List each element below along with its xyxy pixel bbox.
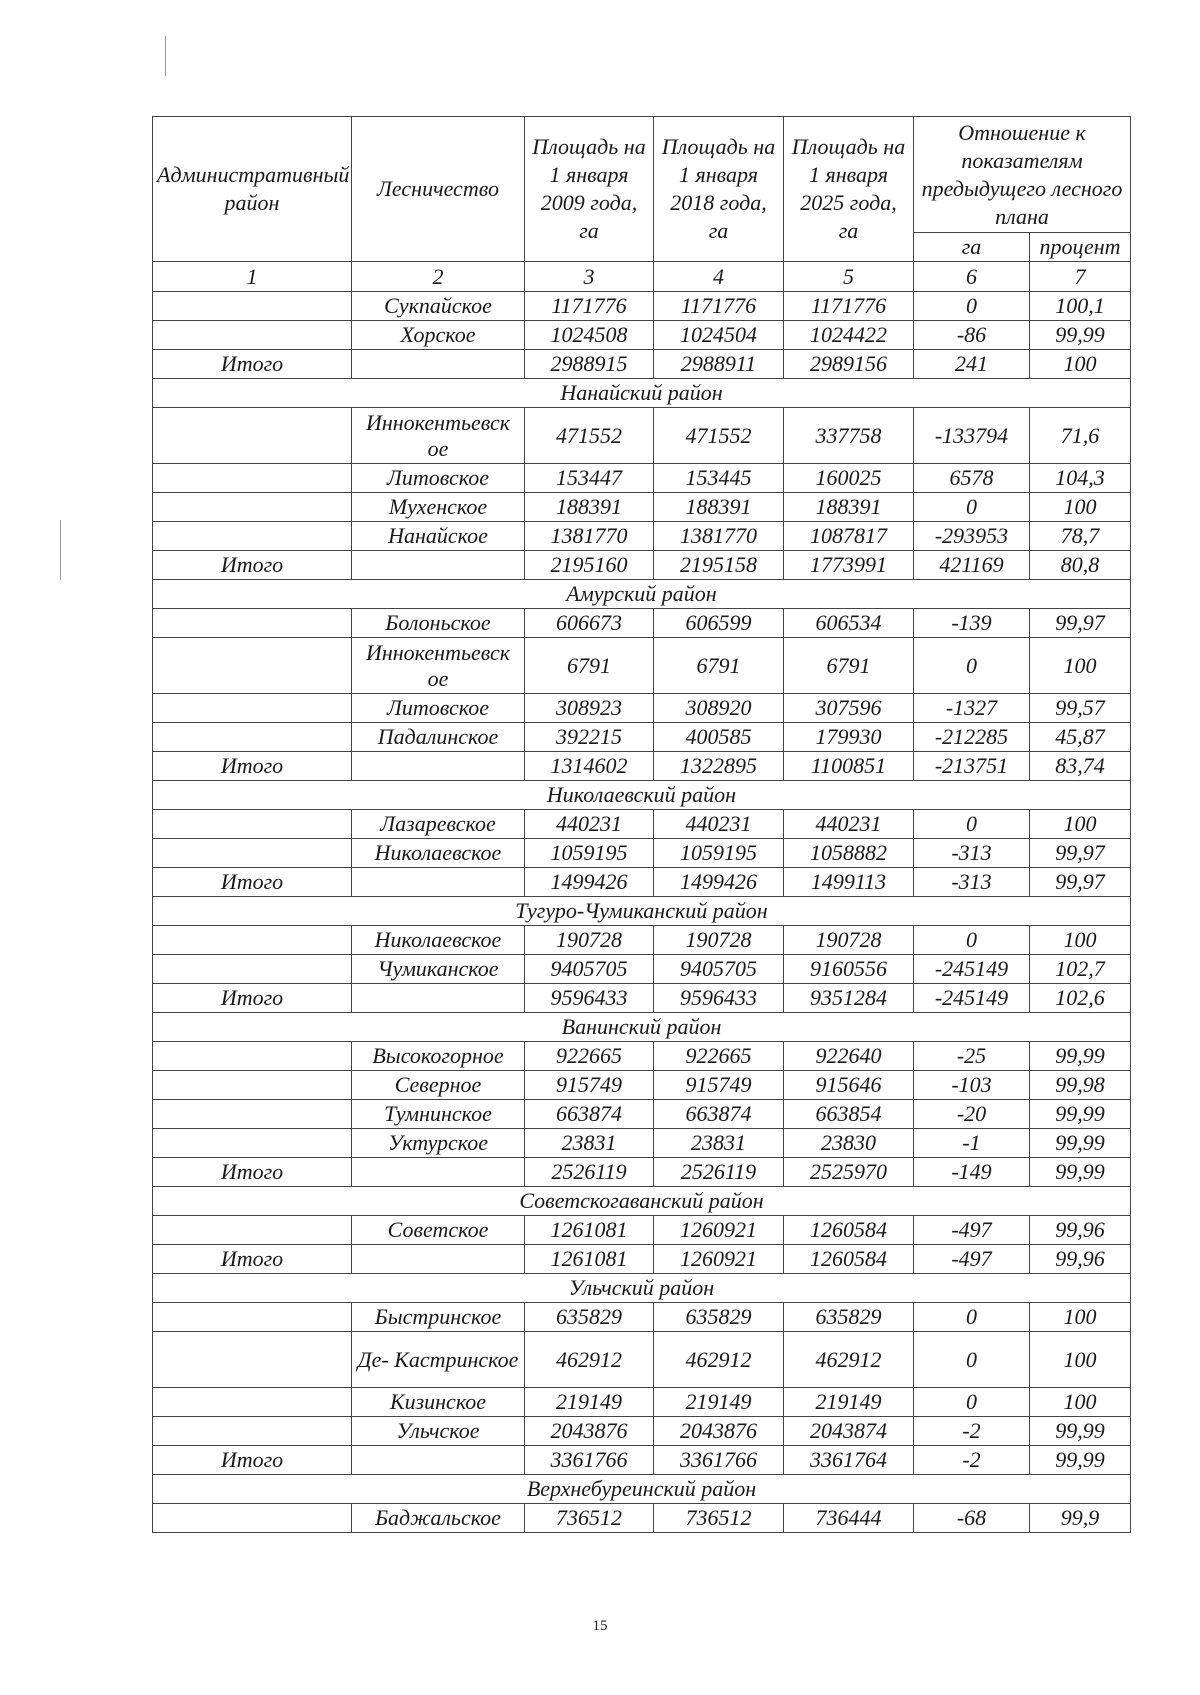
table-row [153, 1071, 1131, 1100]
admin-district-cell: Итого [153, 350, 352, 379]
admin-district-cell: Итого [153, 1158, 352, 1187]
admin-district-cell [153, 1303, 352, 1332]
area-2025-cell: 219149 [784, 1388, 914, 1417]
admin-district-cell [153, 609, 352, 638]
area-2018-cell: 188391 [654, 493, 784, 522]
total-row [153, 350, 1131, 379]
percent-cell: 99,97 [1030, 839, 1131, 868]
delta-ha-cell: -103 [914, 1071, 1030, 1100]
total-row [153, 984, 1131, 1013]
percent-cell: 83,74 [1030, 752, 1131, 781]
area-2018-cell: 663874 [654, 1100, 784, 1129]
forestry-cell [352, 984, 525, 1013]
admin-district-cell [153, 839, 352, 868]
area-2025-cell: 462912 [784, 1332, 914, 1388]
percent-cell: 99,99 [1030, 1417, 1131, 1446]
area-2018-cell: 440231 [654, 810, 784, 839]
area-2009-cell: 308923 [525, 694, 654, 723]
delta-ha-cell: -2 [914, 1446, 1030, 1475]
percent-cell: 99,98 [1030, 1071, 1131, 1100]
header-area-2025: Площадь на 1 января 2025 года, га [784, 117, 914, 262]
forestry-cell: Литовское [352, 464, 525, 493]
region-header-row [153, 1187, 1131, 1216]
area-2009-cell: 1261081 [525, 1245, 654, 1274]
admin-district-cell [153, 926, 352, 955]
area-2018-cell: 1381770 [654, 522, 784, 551]
total-row [153, 551, 1131, 580]
region-header-row [153, 1274, 1131, 1303]
table-header-row [153, 117, 1131, 233]
forestry-cell: Баджальское [352, 1504, 525, 1533]
area-2025-cell: 2043874 [784, 1417, 914, 1446]
area-2009-cell: 440231 [525, 810, 654, 839]
table-row [153, 694, 1131, 723]
forestry-cell [352, 1446, 525, 1475]
percent-cell: 100 [1030, 926, 1131, 955]
header-area-2009: Площадь на 1 января 2009 года, га [525, 117, 654, 262]
area-2009-cell: 1024508 [525, 321, 654, 350]
area-2009-cell: 635829 [525, 1303, 654, 1332]
table-row [153, 1129, 1131, 1158]
total-row [153, 1245, 1131, 1274]
table-row [153, 1417, 1131, 1446]
admin-district-cell [153, 723, 352, 752]
area-2025-cell: 179930 [784, 723, 914, 752]
column-number: 7 [1030, 262, 1131, 292]
region-title: Амурский район [153, 580, 1131, 609]
delta-ha-cell: -1 [914, 1129, 1030, 1158]
area-2025-cell: 23830 [784, 1129, 914, 1158]
area-2009-cell: 1381770 [525, 522, 654, 551]
delta-ha-cell: -497 [914, 1216, 1030, 1245]
area-2018-cell: 915749 [654, 1071, 784, 1100]
area-2025-cell: 1100851 [784, 752, 914, 781]
delta-ha-cell: 0 [914, 292, 1030, 321]
area-2018-cell: 3361766 [654, 1446, 784, 1475]
delta-ha-cell: -149 [914, 1158, 1030, 1187]
area-2018-cell: 2043876 [654, 1417, 784, 1446]
delta-ha-cell: 0 [914, 1388, 1030, 1417]
admin-district-cell [153, 1504, 352, 1533]
delta-ha-cell: 0 [914, 810, 1030, 839]
forest-area-table [152, 116, 1131, 1533]
forestry-cell: Советское [352, 1216, 525, 1245]
area-2025-cell: 160025 [784, 464, 914, 493]
percent-cell: 99,99 [1030, 1158, 1131, 1187]
forestry-cell: Лазаревское [352, 810, 525, 839]
delta-ha-cell: -245149 [914, 955, 1030, 984]
column-number: 3 [525, 262, 654, 292]
area-2025-cell: 3361764 [784, 1446, 914, 1475]
area-2025-cell: 2525970 [784, 1158, 914, 1187]
area-2009-cell: 922665 [525, 1042, 654, 1071]
area-2025-cell: 922640 [784, 1042, 914, 1071]
column-number: 2 [352, 262, 525, 292]
column-number: 1 [153, 262, 352, 292]
total-row [153, 868, 1131, 897]
region-title: Советскогаванский район [153, 1187, 1131, 1216]
percent-cell: 99,9 [1030, 1504, 1131, 1533]
header-admin-district: Административный район [153, 117, 352, 262]
table-row [153, 723, 1131, 752]
area-2009-cell: 9405705 [525, 955, 654, 984]
area-2018-cell: 1024504 [654, 321, 784, 350]
area-2025-cell: 6791 [784, 638, 914, 694]
percent-cell: 100 [1030, 1303, 1131, 1332]
percent-cell: 99,99 [1030, 1100, 1131, 1129]
percent-cell: 100,1 [1030, 292, 1131, 321]
header-forestry: Лесничество [352, 117, 525, 262]
percent-cell: 99,99 [1030, 1446, 1131, 1475]
admin-district-cell [153, 1388, 352, 1417]
forestry-cell: Литовское [352, 694, 525, 723]
admin-district-cell [153, 638, 352, 694]
area-2018-cell: 1059195 [654, 839, 784, 868]
area-2018-cell: 23831 [654, 1129, 784, 1158]
percent-cell: 99,99 [1030, 1129, 1131, 1158]
table-row [153, 1504, 1131, 1533]
table-row [153, 926, 1131, 955]
area-2018-cell: 1260921 [654, 1216, 784, 1245]
scan-mark [165, 36, 166, 76]
delta-ha-cell: -313 [914, 839, 1030, 868]
column-number: 4 [654, 262, 784, 292]
admin-district-cell: Итого [153, 1446, 352, 1475]
total-row [153, 752, 1131, 781]
region-title: Верхнебуреинский район [153, 1475, 1131, 1504]
percent-cell: 99,96 [1030, 1245, 1131, 1274]
forestry-cell: Хорское [352, 321, 525, 350]
area-2025-cell: 190728 [784, 926, 914, 955]
region-header-row [153, 580, 1131, 609]
region-header-row [153, 1013, 1131, 1042]
forestry-cell: Ульчское [352, 1417, 525, 1446]
header-relation: Отношение к показателям предыдущего лесного плана [914, 117, 1131, 233]
percent-cell: 100 [1030, 493, 1131, 522]
area-2009-cell: 190728 [525, 926, 654, 955]
total-row [153, 1446, 1131, 1475]
forestry-cell: Высокогорное [352, 1042, 525, 1071]
delta-ha-cell: -25 [914, 1042, 1030, 1071]
forestry-cell: Быстринское [352, 1303, 525, 1332]
region-title: Тугуро-Чумиканский район [153, 897, 1131, 926]
forestry-cell: Мухенское [352, 493, 525, 522]
forestry-cell: Иннокентьевск ое [352, 638, 525, 694]
delta-ha-cell: 0 [914, 926, 1030, 955]
admin-district-cell [153, 1100, 352, 1129]
area-2018-cell: 190728 [654, 926, 784, 955]
admin-district-cell: Итого [153, 1245, 352, 1274]
forestry-cell: Нанайское [352, 522, 525, 551]
admin-district-cell [153, 1071, 352, 1100]
area-2018-cell: 1260921 [654, 1245, 784, 1274]
table-row [153, 810, 1131, 839]
admin-district-cell [153, 292, 352, 321]
table-row [153, 609, 1131, 638]
admin-district-cell [153, 408, 352, 464]
area-2025-cell: 1773991 [784, 551, 914, 580]
delta-ha-cell: -68 [914, 1504, 1030, 1533]
area-2009-cell: 9596433 [525, 984, 654, 1013]
area-2025-cell: 307596 [784, 694, 914, 723]
admin-district-cell: Итого [153, 752, 352, 781]
column-number: 5 [784, 262, 914, 292]
region-title: Николаевский район [153, 781, 1131, 810]
page-number: 15 [592, 1618, 608, 1634]
area-2025-cell: 1171776 [784, 292, 914, 321]
area-2018-cell: 1322895 [654, 752, 784, 781]
area-2025-cell: 663854 [784, 1100, 914, 1129]
area-2018-cell: 6791 [654, 638, 784, 694]
percent-cell: 100 [1030, 638, 1131, 694]
table-row [153, 1332, 1131, 1388]
area-2025-cell: 736444 [784, 1504, 914, 1533]
area-2018-cell: 606599 [654, 609, 784, 638]
header-percent: процент [1030, 233, 1131, 262]
forestry-cell: Северное [352, 1071, 525, 1100]
region-title: Нанайский район [153, 379, 1131, 408]
delta-ha-cell: -86 [914, 321, 1030, 350]
region-title: Ульчский район [153, 1274, 1131, 1303]
area-2018-cell: 9596433 [654, 984, 784, 1013]
admin-district-cell: Итого [153, 868, 352, 897]
percent-cell: 99,57 [1030, 694, 1131, 723]
region-header-row [153, 781, 1131, 810]
table-body [153, 292, 1131, 1533]
admin-district-cell [153, 1216, 352, 1245]
percent-cell: 100 [1030, 1332, 1131, 1388]
area-2018-cell: 308920 [654, 694, 784, 723]
area-2009-cell: 23831 [525, 1129, 654, 1158]
delta-ha-cell: 6578 [914, 464, 1030, 493]
area-2025-cell: 2989156 [784, 350, 914, 379]
table-row [153, 408, 1131, 464]
admin-district-cell [153, 1129, 352, 1158]
forestry-cell: Чумиканское [352, 955, 525, 984]
table-row [153, 1388, 1131, 1417]
forestry-cell [352, 551, 525, 580]
table-row [153, 321, 1131, 350]
percent-cell: 100 [1030, 350, 1131, 379]
region-title: Ванинский район [153, 1013, 1131, 1042]
delta-ha-cell: -133794 [914, 408, 1030, 464]
table-row [153, 1042, 1131, 1071]
admin-district-cell [153, 1332, 352, 1388]
area-2018-cell: 2195158 [654, 551, 784, 580]
delta-ha-cell: -497 [914, 1245, 1030, 1274]
area-2025-cell: 188391 [784, 493, 914, 522]
forestry-cell: Де- Кастринское [352, 1332, 525, 1388]
percent-cell: 100 [1030, 810, 1131, 839]
admin-district-cell [153, 464, 352, 493]
table-row [153, 955, 1131, 984]
admin-district-cell [153, 1417, 352, 1446]
area-2009-cell: 6791 [525, 638, 654, 694]
area-2025-cell: 1260584 [784, 1216, 914, 1245]
header-area-2018: Площадь на 1 января 2018 года, га [654, 117, 784, 262]
delta-ha-cell: -245149 [914, 984, 1030, 1013]
scan-mark [60, 520, 61, 580]
admin-district-cell: Итого [153, 984, 352, 1013]
delta-ha-cell: 0 [914, 493, 1030, 522]
delta-ha-cell: -293953 [914, 522, 1030, 551]
table-row [153, 1303, 1131, 1332]
area-2009-cell: 3361766 [525, 1446, 654, 1475]
area-2009-cell: 153447 [525, 464, 654, 493]
percent-cell: 71,6 [1030, 408, 1131, 464]
delta-ha-cell: 241 [914, 350, 1030, 379]
percent-cell: 45,87 [1030, 723, 1131, 752]
percent-cell: 102,7 [1030, 955, 1131, 984]
percent-cell: 100 [1030, 1388, 1131, 1417]
area-2025-cell: 915646 [784, 1071, 914, 1100]
area-2009-cell: 915749 [525, 1071, 654, 1100]
area-2009-cell: 736512 [525, 1504, 654, 1533]
area-2009-cell: 1314602 [525, 752, 654, 781]
area-2018-cell: 922665 [654, 1042, 784, 1071]
total-row [153, 1158, 1131, 1187]
area-2025-cell: 1024422 [784, 321, 914, 350]
area-2018-cell: 9405705 [654, 955, 784, 984]
column-number: 6 [914, 262, 1030, 292]
admin-district-cell [153, 1042, 352, 1071]
area-2025-cell: 440231 [784, 810, 914, 839]
area-2009-cell: 606673 [525, 609, 654, 638]
percent-cell: 99,99 [1030, 321, 1131, 350]
table-row [153, 839, 1131, 868]
delta-ha-cell: -1327 [914, 694, 1030, 723]
area-2009-cell: 2195160 [525, 551, 654, 580]
percent-cell: 80,8 [1030, 551, 1131, 580]
forestry-cell [352, 868, 525, 897]
percent-cell: 104,3 [1030, 464, 1131, 493]
area-2018-cell: 635829 [654, 1303, 784, 1332]
area-2018-cell: 1499426 [654, 868, 784, 897]
table-row [153, 292, 1131, 321]
area-2025-cell: 9351284 [784, 984, 914, 1013]
table-row [153, 638, 1131, 694]
admin-district-cell [153, 321, 352, 350]
forestry-cell: Тумнинское [352, 1100, 525, 1129]
area-2009-cell: 219149 [525, 1388, 654, 1417]
area-2025-cell: 1260584 [784, 1245, 914, 1274]
delta-ha-cell: 421169 [914, 551, 1030, 580]
percent-cell: 102,6 [1030, 984, 1131, 1013]
area-2025-cell: 1499113 [784, 868, 914, 897]
area-2009-cell: 663874 [525, 1100, 654, 1129]
area-2018-cell: 2526119 [654, 1158, 784, 1187]
forestry-cell: Николаевское [352, 839, 525, 868]
area-2018-cell: 471552 [654, 408, 784, 464]
area-2009-cell: 2988915 [525, 350, 654, 379]
table-row [153, 1216, 1131, 1245]
percent-cell: 99,96 [1030, 1216, 1131, 1245]
percent-cell: 99,97 [1030, 868, 1131, 897]
area-2018-cell: 153445 [654, 464, 784, 493]
area-2018-cell: 1171776 [654, 292, 784, 321]
area-2009-cell: 1171776 [525, 292, 654, 321]
area-2025-cell: 635829 [784, 1303, 914, 1332]
percent-cell: 99,97 [1030, 609, 1131, 638]
area-2025-cell: 337758 [784, 408, 914, 464]
delta-ha-cell: -213751 [914, 752, 1030, 781]
forestry-cell: Болоньское [352, 609, 525, 638]
table-row [153, 1100, 1131, 1129]
forestry-cell: Сукпайское [352, 292, 525, 321]
area-2009-cell: 1261081 [525, 1216, 654, 1245]
admin-district-cell [153, 810, 352, 839]
delta-ha-cell: 0 [914, 1332, 1030, 1388]
area-2018-cell: 400585 [654, 723, 784, 752]
column-number-row [153, 262, 1131, 292]
admin-district-cell [153, 522, 352, 551]
area-2009-cell: 462912 [525, 1332, 654, 1388]
forestry-cell: Иннокентьевск ое [352, 408, 525, 464]
delta-ha-cell: 0 [914, 1303, 1030, 1332]
table-row [153, 493, 1131, 522]
area-2009-cell: 2043876 [525, 1417, 654, 1446]
forestry-cell: Падалинское [352, 723, 525, 752]
area-2018-cell: 462912 [654, 1332, 784, 1388]
delta-ha-cell: 0 [914, 638, 1030, 694]
area-2009-cell: 471552 [525, 408, 654, 464]
admin-district-cell [153, 694, 352, 723]
area-2009-cell: 1059195 [525, 839, 654, 868]
region-header-row [153, 1475, 1131, 1504]
forestry-cell: Уктурское [352, 1129, 525, 1158]
forestry-cell [352, 350, 525, 379]
area-2018-cell: 2988911 [654, 350, 784, 379]
delta-ha-cell: -2 [914, 1417, 1030, 1446]
delta-ha-cell: -20 [914, 1100, 1030, 1129]
area-2025-cell: 9160556 [784, 955, 914, 984]
delta-ha-cell: -212285 [914, 723, 1030, 752]
table-row [153, 522, 1131, 551]
forestry-cell: Николаевское [352, 926, 525, 955]
area-2018-cell: 736512 [654, 1504, 784, 1533]
header-ha: га [914, 233, 1030, 262]
delta-ha-cell: -139 [914, 609, 1030, 638]
region-header-row [153, 897, 1131, 926]
forestry-cell [352, 1158, 525, 1187]
delta-ha-cell: -313 [914, 868, 1030, 897]
forestry-cell [352, 752, 525, 781]
table-row [153, 464, 1131, 493]
percent-cell: 99,99 [1030, 1042, 1131, 1071]
forestry-cell [352, 1245, 525, 1274]
area-2009-cell: 392215 [525, 723, 654, 752]
area-2025-cell: 1087817 [784, 522, 914, 551]
area-2009-cell: 1499426 [525, 868, 654, 897]
admin-district-cell [153, 955, 352, 984]
percent-cell: 78,7 [1030, 522, 1131, 551]
area-2009-cell: 2526119 [525, 1158, 654, 1187]
area-2018-cell: 219149 [654, 1388, 784, 1417]
forestry-cell: Кизинское [352, 1388, 525, 1417]
area-2025-cell: 1058882 [784, 839, 914, 868]
admin-district-cell: Итого [153, 551, 352, 580]
admin-district-cell [153, 493, 352, 522]
region-header-row [153, 379, 1131, 408]
area-2025-cell: 606534 [784, 609, 914, 638]
area-2009-cell: 188391 [525, 493, 654, 522]
